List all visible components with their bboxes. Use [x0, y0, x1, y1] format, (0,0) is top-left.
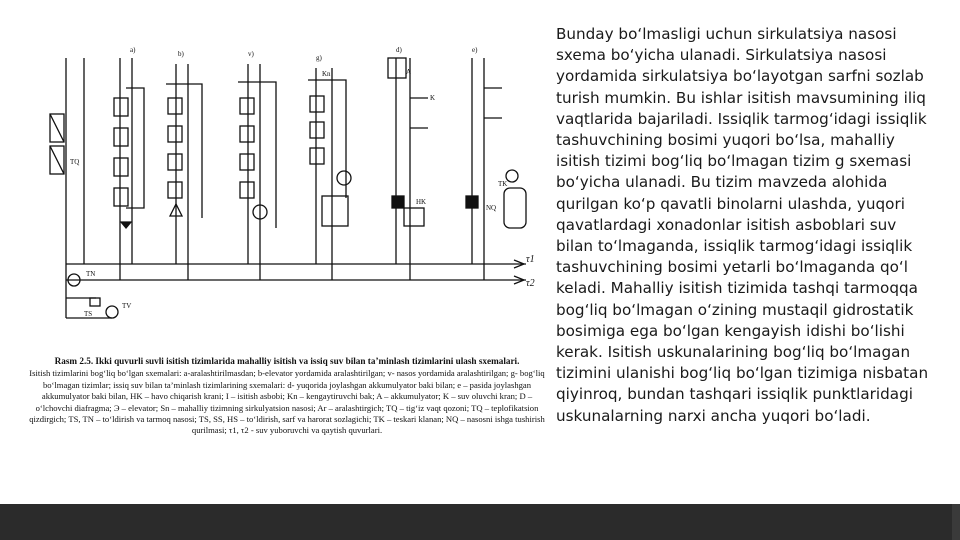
scheme-label-e: e) — [472, 46, 478, 54]
scheme-label-v: v) — [248, 50, 254, 58]
scheme-label-b: b) — [178, 50, 184, 58]
figure-caption — [26, 356, 548, 437]
caption-body: Isitish tizimlarini bog‘liq bo‘lgan sxemalari: a-aralashtirilmasdan; b-elevator yordamida aralashtirilgan; v- nasos yordamida aralashtirilgan; g- bog‘liq bo‘lmagan tizimlar; issiq suv bilan ta’minlash tizimlarining sxemalari: d- yuqorida joylashgan akkumulyator baki bilan; e – pasida joylashgan akkumulyator baki bilan, HK – havo chiqarish krani; I – isitish asbobi; Kn – kengaytiruvchi bak; A – akkumulyator; K – suv oluvchi kran; D – o‘lchovchi diafragma; Э – elevator; Sn – mahalliy tizimning sirkulyatsion nasosi; Ar – aralashtirgich; TQ – tig‘iz vaqt qozoni; TQ – teplofikatsion qizdirgich; TS, TN – to‘ldirish va tarmoq nasosi; TS, SS, HS – to‘ldirish, sarf va harorat sozlagichi; TK – teskari klanan; NQ – nasosni ishga tushirish qurilmasi; τ1, τ2 - suv yuboruvchi va qaytish quvurlari. — [29, 368, 545, 436]
component-label-nq: NQ — [486, 204, 497, 212]
pipe-label-t2: τ2 — [526, 278, 535, 289]
scheme-label-a: a) — [130, 46, 136, 54]
component-label-tv: TV — [122, 302, 132, 310]
valve-e — [466, 196, 478, 208]
feed-pump-ts — [106, 306, 118, 318]
component-label-tk: TK — [498, 180, 508, 188]
pipe-label-t1: τ1 — [526, 254, 535, 265]
heating-schemes-figure — [26, 18, 548, 470]
component-label-k: K — [430, 94, 436, 102]
scheme-label-d: d) — [396, 46, 402, 54]
regulator-box — [90, 298, 100, 306]
circulation-pump-e — [506, 170, 518, 182]
component-label-a: A — [406, 68, 412, 76]
footer-bar — [0, 504, 960, 540]
scheme-labels — [130, 46, 478, 62]
scheme-label-g: g) — [316, 54, 322, 62]
pipe-labels — [526, 254, 535, 289]
caption-title: Rasm 2.5. Ikki quvurli suvli isitish tizimlarida mahalliy isitish va issiq suv bilan ta’minlash tizimlarini ulash sxemalari. — [54, 356, 520, 366]
component-label-hk: HK — [416, 198, 427, 206]
heater-d — [404, 208, 424, 226]
valve-d — [392, 196, 404, 208]
accumulator-tank-d — [388, 58, 406, 78]
component-label-tq: TQ — [70, 158, 80, 166]
component-label-tn: TN — [86, 270, 96, 278]
accumulator-tank-e — [504, 188, 526, 228]
component-label-ts: TS — [84, 310, 93, 318]
heat-exchanger-g — [322, 196, 348, 226]
body-paragraph: Bunday bo‘lmasligi uchun sirkulatsiya nasosi sxema bo‘yicha ulanadi. Sirkulatsiya nasosi yordamida sirkulatsiya bo‘layotgan sarfni sozlab turish mumkin. Bu ishlar isitish mavsumining iliq vaqtlarida bajariladi. Issiqlik tarmog‘idagi issiqlik tashuvchining bosimi yuqori bo‘lsa, mahalliy isitish tizimi bog‘liq bo‘lmagan tizim g sxemasi bo‘yicha ulanadi. Bu tizim mavzeda alohida qurilgan ko‘p qavatli binolarni ulashda, yuqori qavatlardagi xonadonlar isitish asboblari suv bilan to‘lmaganda, issiqlik tarmog‘idagi issiqlik tashuvchining bosimi yetarli bo‘lmaganda qo‘l keladi. Mahalliy isitish tizimida tashqi tarmoqqa bog‘liq bo‘lmagan o‘zining mustaqil gidrostatik bosimiga ega bo‘lgan kengayish idishi bo‘lishi kerak. Isitish uskunalarining bog‘liq bo‘lmagan tizimini ulanishi bog‘liq bo‘lgan tizimiga nisbatan qiyinroq, bundan tashqari issiqlik punktlaridagi uskunalarning narxi ancha yuqori bo‘ladi. — [556, 25, 929, 425]
circulation-pump-g — [337, 171, 351, 185]
heating-schemes-diagram — [26, 18, 548, 353]
footer-accent-stripe — [952, 504, 960, 540]
component-label-kn: Kn — [322, 70, 331, 78]
